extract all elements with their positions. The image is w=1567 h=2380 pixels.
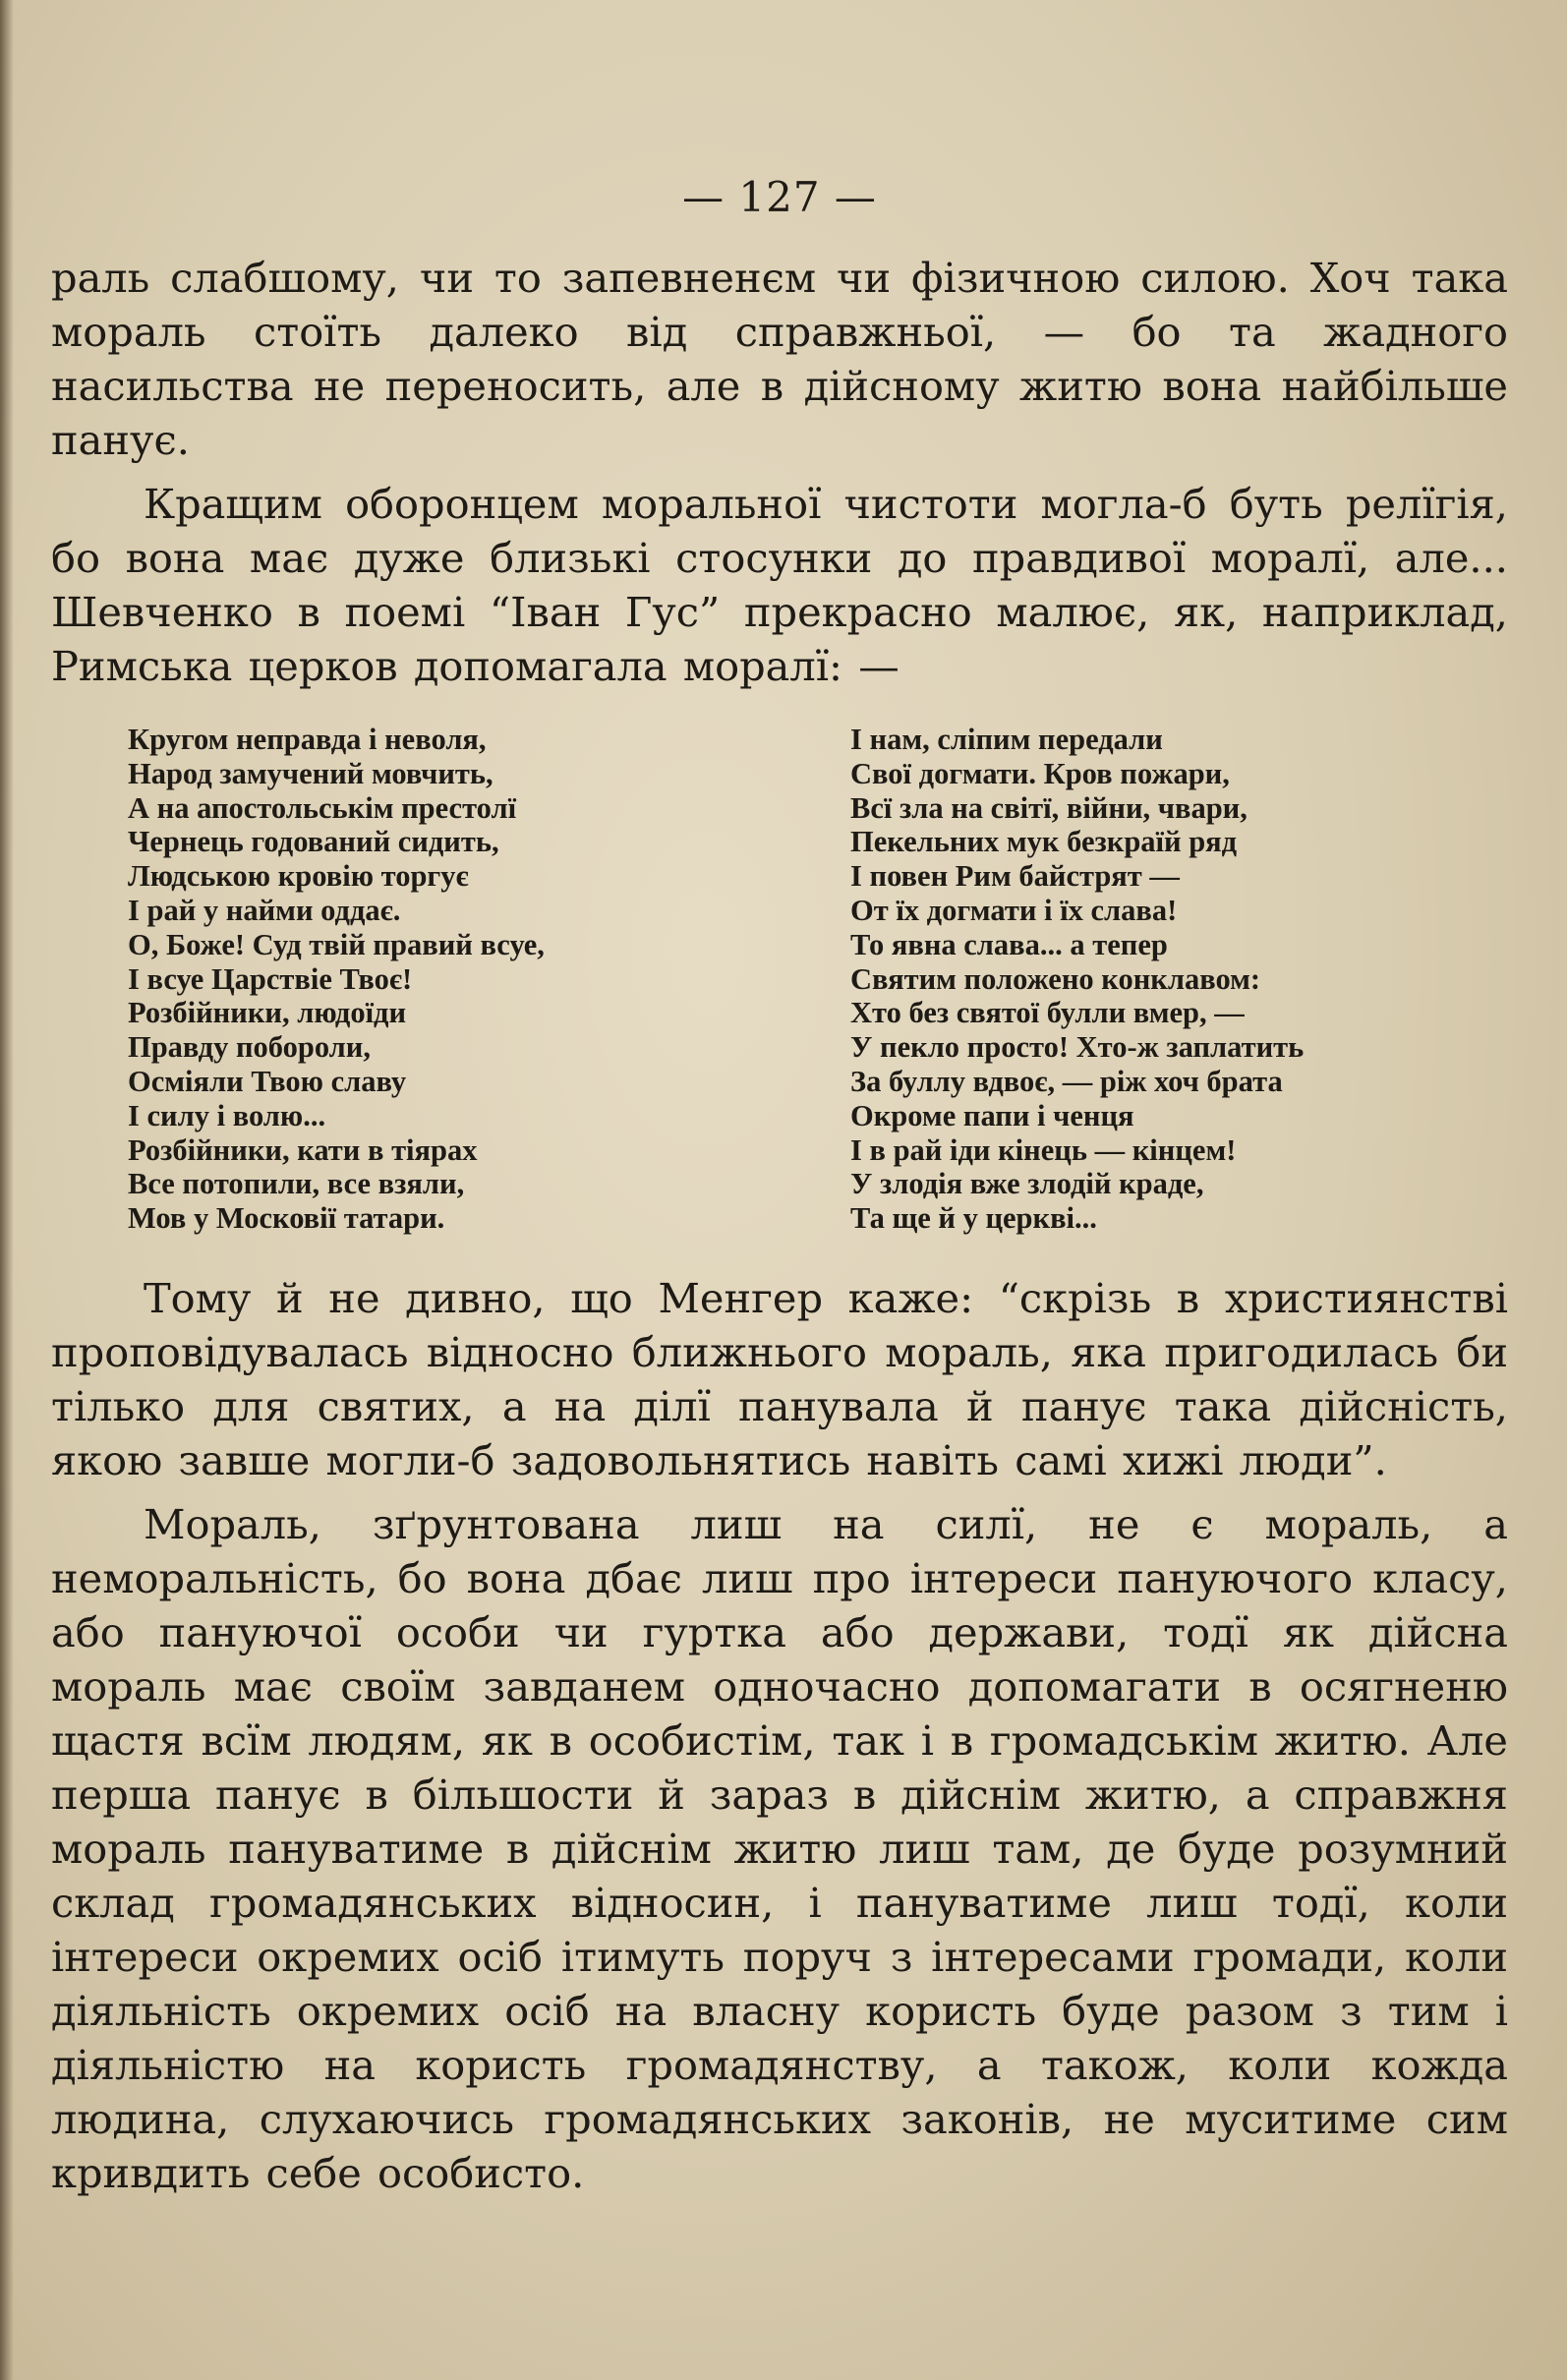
poem-line: І повен Рим байстрят —	[850, 859, 1180, 894]
poem-line: Святим положено конклавом:	[850, 961, 1261, 996]
poem-line: Кругом неправда і неволя,	[128, 723, 487, 756]
page-number: — 127 —	[682, 173, 877, 221]
paragraph-3: Тому й не дивно, що Менгер каже: “скрізь в християнстві проповідувалась відносно ближнього мораль, яка пригодилась би тілько для святих, а на ділї панувала й панує така дійсність, якою завше могли-б задовольнятись навіть самі хижі люди”.	[51, 1273, 1508, 1484]
poem-column-right	[850, 723, 1480, 1236]
poem-line: От їх догмати і їх слава!	[850, 893, 1178, 927]
poem-line: І в рай іди кінець — кінцем!	[850, 1132, 1237, 1167]
poem-line: Всї зла на світї, війни, чвари,	[850, 790, 1248, 825]
poem-line: Окроме папи і ченця	[850, 1098, 1134, 1132]
poem-line: Чернець годований сидить,	[128, 825, 499, 859]
poem-line: Розбійники, кати в тіярах	[128, 1132, 478, 1167]
poem-column-left	[128, 723, 850, 1236]
poem-quote	[128, 723, 1508, 1236]
poem-line: Осміяли Твою славу	[128, 1064, 407, 1098]
poem-line: А на апостольськім престолї	[128, 790, 517, 825]
poem-line: Народ замучений мовчить,	[128, 756, 493, 790]
poem-line: Правду побороли,	[128, 1030, 371, 1065]
paragraph-2: Кращим оборонцем моральної чистоти могла-б буть релїгія, бо вона має дуже близькі стосунки до правдивої моралї, але... Шевченко в поемі “Іван Гус” прекрасно малює, як, наприклад, Римська церков допомагала моралї: —	[51, 480, 1508, 690]
poem-line: Свої догмати. Кров пожари,	[850, 756, 1230, 790]
poem-line: І нам, сліпим передали	[850, 723, 1163, 756]
page-edge-shadow	[0, 0, 14, 2380]
paragraph-4: Мораль, зґрунтована лиш на силї, не є мораль, а неморальність, бо вона дбає лиш про інтереси пануючого класу, або пануючої особи чи гуртка або держави, тодї як дійсна мораль має своїм завданем одночасно допомагати в осягненю щастя всїм людям, як в особистім, так і в громадськім житю. Але перша панує в більшости й зараз в дійснім житю, а справжня мораль пануватиме в дійснім житю лиш там, де буде розумний склад громадянських відносин, і пануватиме лиш тодї, коли інтереси окремих осіб ітимуть поруч з інтересами громади, коли діяльність окремих осіб на власну користь буде разом з тим і діяльністю на користь громадянству, а також, коли кожда людина, слухаючись громадянських законів, не муситиме сим кривдить себе особисто.	[51, 1499, 1508, 2197]
poem-line: Пекельних мук безкраїй ряд	[850, 825, 1238, 859]
paragraph-1: раль слабшому, чи то запевненєм чи фізичною силою. Хоч така мораль стоїть далеко від справжньої, — бо та жадного насильства не переносить, але в дійсному житю вона найбільше панує.	[51, 254, 1508, 464]
poem-line: Людською кровію торгує	[128, 859, 469, 894]
poem-line: Хто без святої булли вмер, —	[850, 996, 1245, 1030]
poem-line: Та ще й у церкві...	[850, 1201, 1097, 1236]
poem-line: Мов у Московії татари.	[128, 1201, 445, 1236]
poem-line: То явна слава... а тепер	[850, 927, 1168, 961]
poem-line: У злодія вже злодій краде,	[850, 1167, 1204, 1201]
poem-line: О, Боже! Суд твій правий всуе,	[128, 927, 545, 961]
poem-line: І всуе Царствіе Твоє!	[128, 961, 413, 996]
poem-line: І силу і волю...	[128, 1098, 326, 1132]
poem-line: Розбійники, людоїди	[128, 996, 407, 1030]
poem-line: У пекло просто! Хто-ж заплатить	[850, 1030, 1305, 1065]
poem-line: І рай у найми оддає.	[128, 893, 401, 927]
poem-line: Все потопили, все взяли,	[128, 1167, 465, 1201]
poem-line: За буллу вдвоє, — ріж хоч брата	[850, 1064, 1283, 1098]
